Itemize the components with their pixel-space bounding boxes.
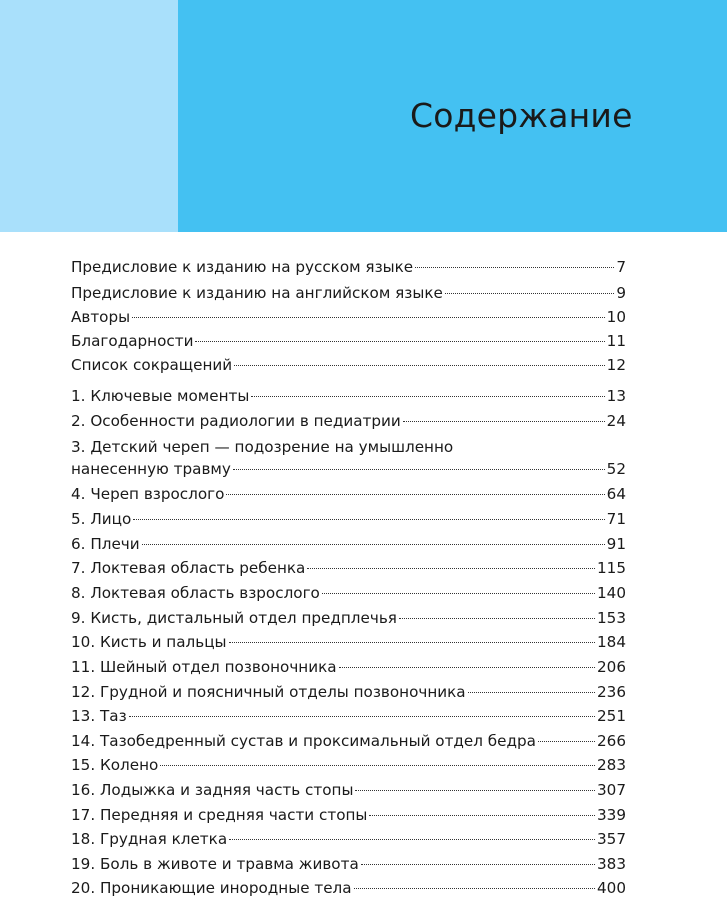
toc-entry[interactable]	[71, 354, 626, 376]
toc-chapter-entry[interactable]	[71, 631, 626, 653]
toc-entry-label: 6. Плечи	[71, 535, 140, 553]
toc-chapter-entry[interactable]	[71, 557, 626, 579]
leader-dots	[229, 839, 595, 840]
leader-dots	[233, 469, 605, 470]
toc-entry-label: 13. Таз	[71, 707, 127, 725]
header-banner	[0, 0, 727, 232]
toc-entry-label: 10. Кисть и пальцы	[71, 633, 227, 651]
toc-entry-page: 307	[597, 781, 626, 799]
leader-dots	[403, 421, 605, 422]
toc-entry-label: 5. Лицо	[71, 510, 132, 528]
toc-entry-page: 10	[606, 308, 626, 326]
toc-entry-label: 11. Шейный отдел позвоночника	[71, 658, 337, 676]
toc-entry-label: 4. Череп взрослого	[71, 485, 225, 503]
toc-entry-label: Список сокращений	[71, 356, 233, 374]
toc-entry-label: 19. Боль в животе и травма живота	[71, 855, 359, 873]
toc-entry-page: 64	[606, 485, 626, 503]
toc-entry-page: 236	[597, 683, 626, 701]
leader-dots	[234, 365, 605, 366]
toc-entry[interactable]	[71, 306, 626, 328]
toc-entry-page: 206	[597, 658, 626, 676]
toc-entry-label: Благодарности	[71, 332, 194, 350]
leader-dots	[133, 519, 604, 520]
leader-dots	[142, 544, 605, 545]
toc-entry-label: 7. Локтевая область ребенка	[71, 559, 306, 577]
leader-dots	[355, 790, 595, 791]
leader-dots	[307, 568, 595, 569]
header-light-block	[0, 0, 178, 232]
toc-entry-page: 400	[597, 879, 626, 897]
leader-dots	[226, 494, 604, 495]
toc-entry-page: 7	[616, 258, 626, 276]
toc-entry-page: 283	[597, 756, 626, 774]
toc-entry[interactable]	[71, 282, 626, 304]
toc-entry-page: 115	[597, 559, 626, 577]
leader-dots	[132, 317, 605, 318]
toc-entry-label: Предисловие к изданию на русском языке	[71, 258, 414, 276]
toc-chapter-entry[interactable]	[71, 853, 626, 875]
toc-chapter-entry[interactable]	[71, 483, 626, 505]
leader-dots	[369, 815, 595, 816]
leader-dots	[354, 888, 595, 889]
toc-entry-page: 91	[606, 535, 626, 553]
leader-dots	[322, 593, 595, 594]
toc-chapter-entry[interactable]	[71, 533, 626, 555]
toc-entry-page: 383	[597, 855, 626, 873]
leader-dots	[468, 692, 595, 693]
toc-entry-label: 15. Колено	[71, 756, 159, 774]
toc-entry-label: 1. Ключевые моменты	[71, 387, 250, 405]
leader-dots	[229, 642, 595, 643]
toc-chapter-entry[interactable]	[71, 508, 626, 530]
leader-dots	[399, 618, 595, 619]
toc-entry-label: 16. Лодыжка и задняя часть стопы	[71, 781, 354, 799]
toc-chapter-entry[interactable]	[71, 681, 626, 703]
toc-entry-label: 14. Тазобедренный сустав и проксимальный отдел бедра	[71, 732, 536, 750]
leader-dots	[160, 765, 595, 766]
toc-entry-page: 153	[597, 609, 626, 627]
leader-dots	[361, 864, 595, 865]
toc-entry-label: Авторы	[71, 308, 131, 326]
toc-chapter-entry[interactable]	[71, 607, 626, 629]
toc-chapter-entry[interactable]	[71, 754, 626, 776]
toc-entry-page: 24	[606, 412, 626, 430]
toc-entry-label: Предисловие к изданию на английском языке	[71, 284, 443, 302]
toc-entry-label: 8. Локтевая область взрослого	[71, 584, 320, 602]
toc-entry-page: 266	[597, 732, 626, 750]
toc-entry[interactable]	[71, 330, 626, 352]
toc-entry-page: 184	[597, 633, 626, 651]
toc-entry-label-line1[interactable]: 3. Детский череп — подозрение на умышленно	[71, 438, 454, 456]
leader-dots	[339, 667, 595, 668]
toc-entry-page: 12	[606, 356, 626, 374]
toc-chapter-entry[interactable]	[71, 385, 626, 407]
toc-entry-label: нанесенную травму	[71, 460, 231, 478]
toc-entry-page: 52	[606, 460, 626, 478]
toc-entry-page: 339	[597, 806, 626, 824]
leader-dots	[129, 716, 595, 717]
toc-entry-label: 18. Грудная клетка	[71, 830, 228, 848]
leader-dots	[195, 341, 604, 342]
toc-entry[interactable]	[71, 256, 626, 278]
toc-entry-page: 11	[606, 332, 626, 350]
toc-chapter-entry[interactable]	[71, 582, 626, 604]
toc-chapter-entry[interactable]	[71, 705, 626, 727]
toc-chapter-entry[interactable]	[71, 877, 626, 899]
toc-chapter-entry[interactable]	[71, 730, 626, 752]
toc-chapter-entry[interactable]	[71, 779, 626, 801]
toc-entry-label: 9. Кисть, дистальный отдел предплечья	[71, 609, 397, 627]
toc-entry-page: 71	[606, 510, 626, 528]
toc-chapter-entry[interactable]	[71, 656, 626, 678]
toc-entry-label: 12. Грудной и поясничный отделы позвоночника	[71, 683, 466, 701]
leader-dots	[251, 396, 604, 397]
toc-entry-page: 357	[597, 830, 626, 848]
page-title: Содержание	[410, 96, 633, 135]
toc-chapter-entry[interactable]	[71, 458, 626, 480]
toc-chapter-entry[interactable]	[71, 410, 626, 432]
toc-entry-page: 9	[616, 284, 626, 302]
leader-dots	[415, 267, 614, 268]
toc-chapter-entry[interactable]	[71, 804, 626, 826]
leader-dots	[538, 741, 595, 742]
toc-chapter-entry[interactable]	[71, 828, 626, 850]
toc-entry-label: 2. Особенности радиологии в педиатрии	[71, 412, 401, 430]
toc-entry-page: 251	[597, 707, 626, 725]
toc-entry-label: 20. Проникающие инородные тела	[71, 879, 352, 897]
toc-entry-page: 140	[597, 584, 626, 602]
toc-entry-page: 13	[606, 387, 626, 405]
leader-dots	[445, 293, 614, 294]
toc-entry-label: 17. Передняя и средняя части стопы	[71, 806, 368, 824]
